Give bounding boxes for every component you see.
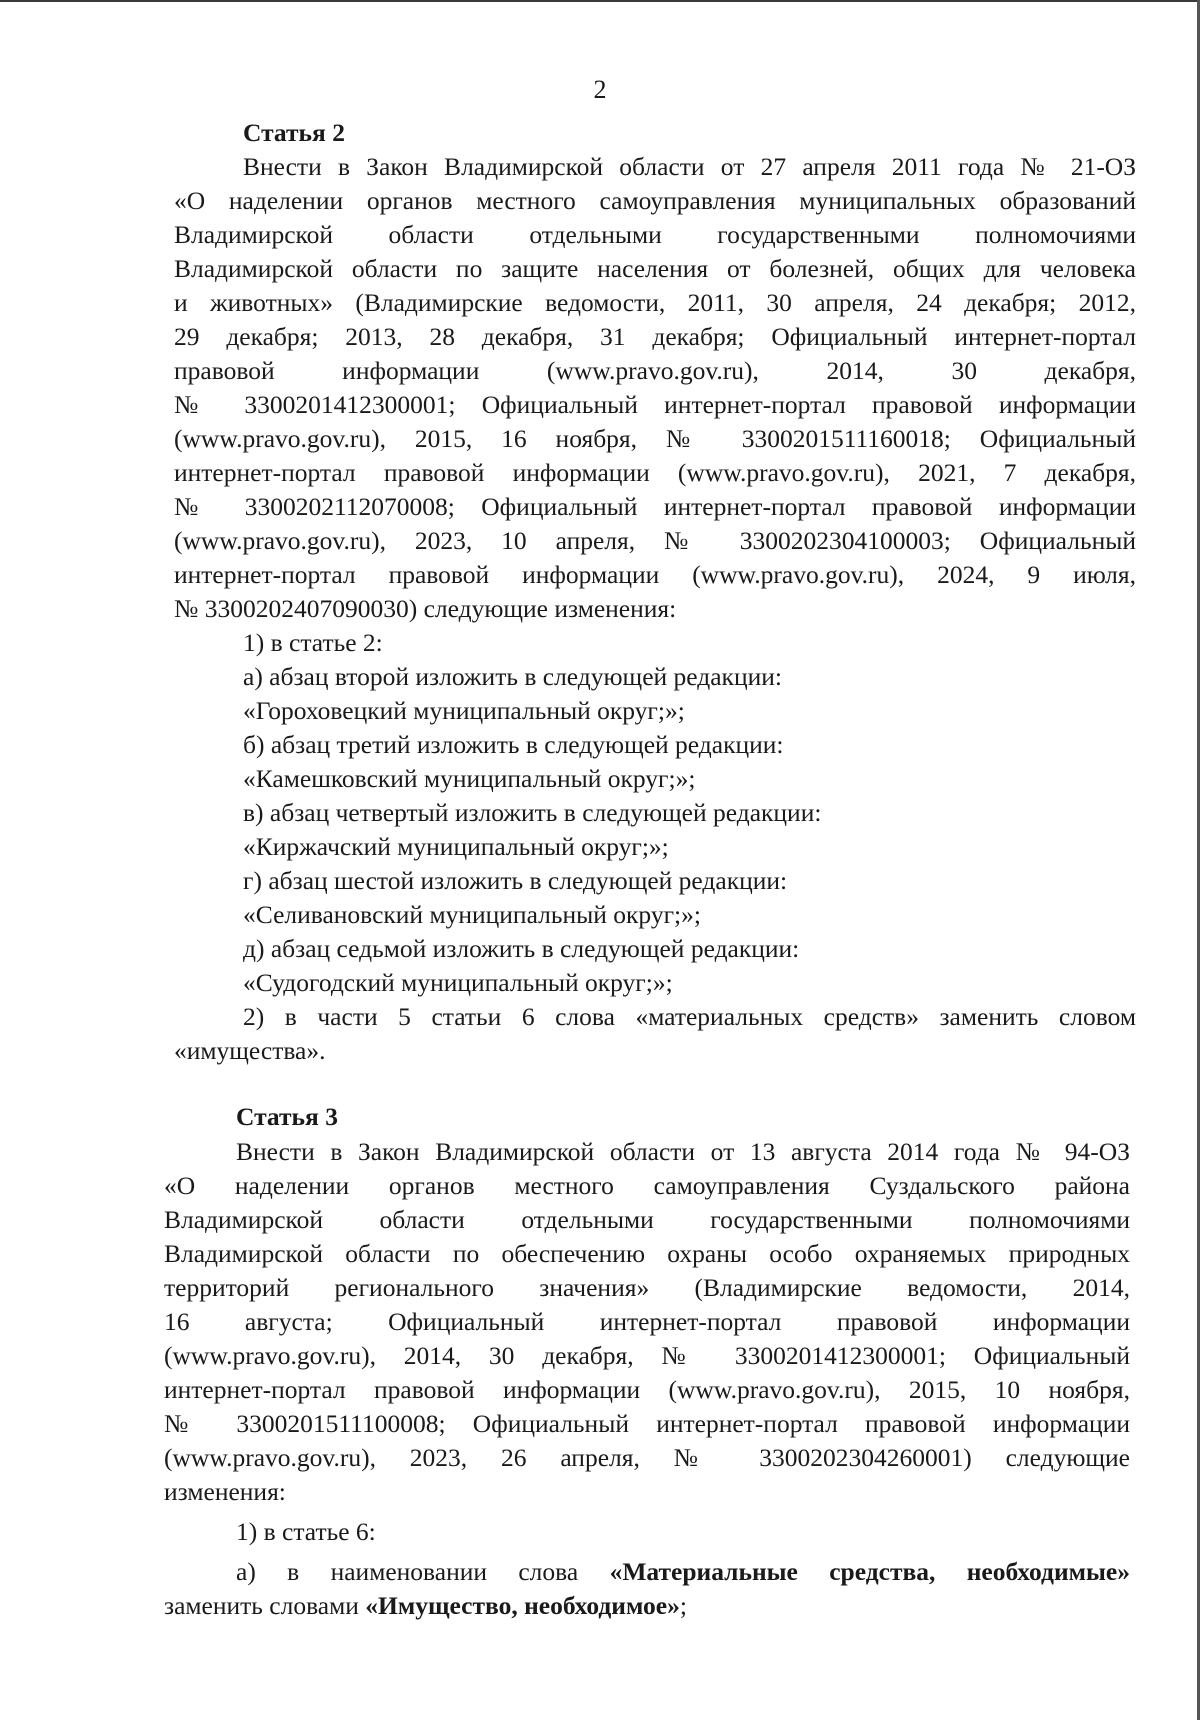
article-2-item-2-continued: «имущества». bbox=[174, 1036, 326, 1065]
article-2-intro-line: (www.pravo.gov.ru), 2023, 10 апреля, № 3300202304100003; Официальный bbox=[174, 526, 1136, 555]
article-3-heading: Статья 3 bbox=[236, 1102, 338, 1131]
article-2-item: «Гороховецкий муниципальный округ;»; bbox=[243, 696, 685, 725]
article-2-intro-line: интернет-портал правовой информации (www.pravo.gov.ru), 2021, 7 декабря, bbox=[174, 458, 1136, 487]
article-2-item: «Киржачский муниципальный округ;»; bbox=[243, 832, 669, 861]
article-3-intro-line: (www.pravo.gov.ru), 2023, 26 апреля, № 3300202304260001) следующие bbox=[164, 1443, 1130, 1472]
article-2-item: б) абзац третий изложить в следующей редакции: bbox=[243, 730, 784, 759]
item-a-bold-new-words: «Имущество, необходимое» bbox=[365, 1591, 680, 1620]
article-2-intro-line: № 3300202407090030) следующие изменения: bbox=[174, 594, 677, 623]
item-a-prefix: а) в наименовании слова bbox=[236, 1557, 579, 1586]
item-a-suffix: ; bbox=[679, 1591, 687, 1620]
article-3-intro-line: Владимирской области отдельными государственными полномочиями bbox=[164, 1205, 1130, 1234]
article-2-item: г) абзац шестой изложить в следующей редакции: bbox=[243, 866, 788, 895]
article-2-heading: Статья 2 bbox=[243, 118, 345, 147]
article-2-intro-line: 29 декабря; 2013, 28 декабря, 31 декабря; Официальный интернет-портал bbox=[174, 322, 1136, 351]
article-3-intro-line: изменения: bbox=[164, 1477, 286, 1506]
article-2-intro-line: правовой информации (www.pravo.gov.ru), 2014, 30 декабря, bbox=[174, 356, 1136, 385]
article-3-intro-line: «О наделении органов местного самоуправления Суздальского района bbox=[164, 1171, 1130, 1200]
article-2-item: «Судогодский муниципальный округ;»; bbox=[243, 968, 673, 997]
article-3-intro-line: Внести в Закон Владимирской области от 13 августа 2014 года № 94-ОЗ bbox=[236, 1137, 1130, 1166]
article-3-item-a-line-1 bbox=[164, 1557, 1130, 1587]
article-3-intro-line: (www.pravo.gov.ru), 2014, 30 декабря, № 3300201412300001; Официальный bbox=[164, 1341, 1130, 1370]
item-a-mid: заменить словами bbox=[164, 1591, 359, 1620]
article-2-item: д) абзац седьмой изложить в следующей редакции: bbox=[243, 934, 800, 963]
article-2-item: в) абзац четвертый изложить в следующей редакции: bbox=[243, 798, 822, 827]
article-3-intro-line: 16 августа; Официальный интернет-портал правовой информации bbox=[164, 1307, 1130, 1336]
article-2-intro-line: Владимирской области по защите населения от болезней, общих для человека bbox=[174, 254, 1136, 283]
article-2-intro-line: Владимирской области отдельными государственными полномочиями bbox=[174, 220, 1136, 249]
article-2-item: 1) в статье 2: bbox=[243, 628, 383, 657]
article-3-intro-line: территорий регионального значения» (Владимирские ведомости, 2014, bbox=[164, 1273, 1130, 1302]
article-2-item-2: 2) в части 5 статьи 6 слова «материальных средств» заменить словом bbox=[243, 1002, 1136, 1031]
article-2-intro-line: Внести в Закон Владимирской области от 27 апреля 2011 года № 21-ОЗ bbox=[243, 152, 1136, 181]
article-2-intro-line: и животных» (Владимирские ведомости, 2011, 30 апреля, 24 декабря; 2012, bbox=[174, 288, 1136, 317]
article-2-intro-line: «О наделении органов местного самоуправления муниципальных образований bbox=[174, 186, 1136, 215]
article-2-intro-line: № 3300201412300001; Официальный интернет-портал правовой информации bbox=[174, 390, 1136, 419]
article-2-intro-line: интернет-портал правовой информации (www.pravo.gov.ru), 2024, 9 июля, bbox=[174, 560, 1136, 589]
article-2-intro-line: (www.pravo.gov.ru), 2015, 16 ноября, № 3300201511160018; Официальный bbox=[174, 424, 1136, 453]
article-3-intro-line: Владимирской области по обеспечению охраны особо охраняемых природных bbox=[164, 1239, 1130, 1268]
article-2-intro-line: № 3300202112070008; Официальный интернет-портал правовой информации bbox=[174, 492, 1136, 521]
article-2-item: а) абзац второй изложить в следующей редакции: bbox=[243, 662, 782, 691]
article-2-item: «Камешковский муниципальный округ;»; bbox=[243, 764, 696, 793]
page-number: 2 bbox=[593, 75, 607, 104]
article-2-item: «Селивановский муниципальный округ;»; bbox=[243, 900, 701, 929]
item-a-bold-old-words: «Материальные средства, необходимые» bbox=[609, 1557, 1130, 1586]
article-3-intro-line: интернет-портал правовой информации (www.pravo.gov.ru), 2015, 10 ноября, bbox=[164, 1375, 1130, 1404]
article-3-item-a-line-2 bbox=[164, 1591, 687, 1621]
article-3-intro-line: № 3300201511100008; Официальный интернет-портал правовой информации bbox=[164, 1409, 1130, 1438]
article-3-item-1: 1) в статье 6: bbox=[236, 1517, 376, 1546]
top-border-line bbox=[0, 0, 1200, 2]
